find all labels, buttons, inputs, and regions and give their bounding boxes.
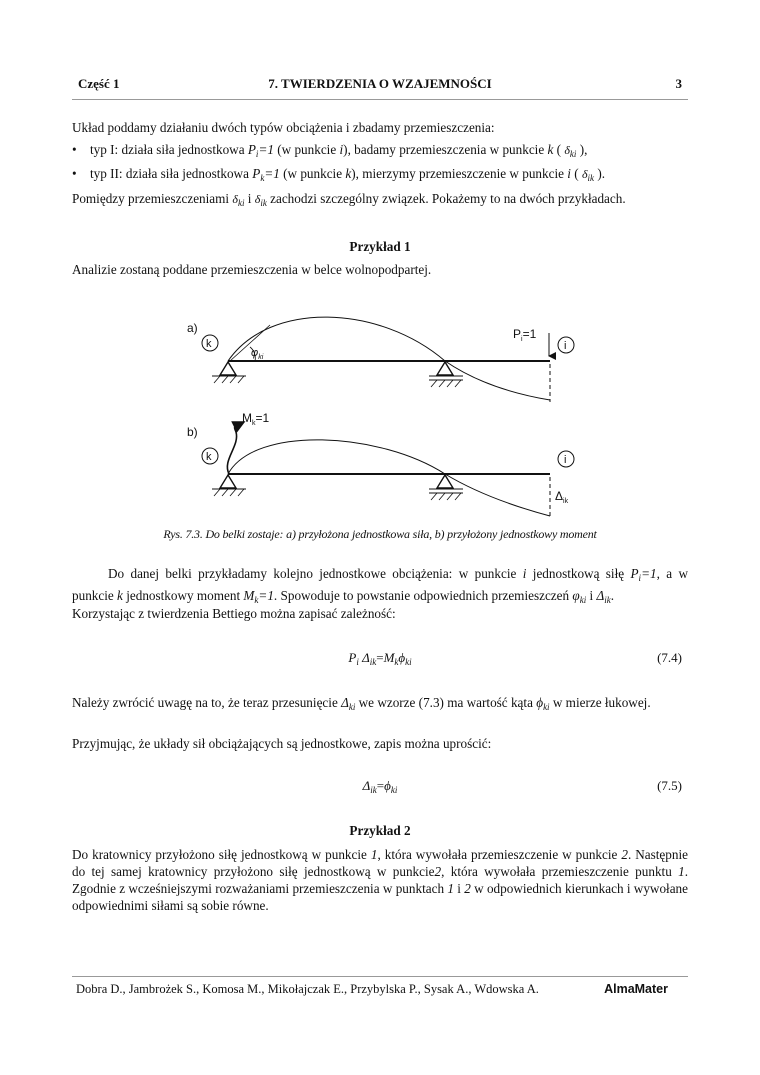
figure-a-label: a): [187, 321, 198, 335]
delta-label: $\Delta_{ik}$: [555, 489, 569, 505]
header-chapter-title: 7. TWIERDZENIA O WZAJEMNOŚCI: [268, 76, 492, 91]
page-number: 3: [675, 76, 682, 91]
example-1-title: Przykład 1: [349, 239, 411, 254]
bullet-marker: •: [72, 166, 77, 181]
moment-label: $M_k=1$: [242, 411, 270, 427]
svg-text:i: i: [564, 454, 567, 466]
example-1-text: Analizie zostaną poddane przemieszczenia w belce wolnopodpartej.: [72, 262, 432, 277]
force-label: $P_i=1$: [513, 327, 537, 343]
deflection-curve-b: [228, 440, 550, 516]
roller-support-a-right: [429, 362, 463, 387]
deflection-curve-a: [228, 317, 550, 400]
example-2-text: Do kratownicy przyłożono siłę jednostkową w punkcie 1, która wywołała przemieszczenie w punkcie 2. Następnie do tej samej kratownicy przyłożono siłę jednostkową w punkcie2, która wywołała przemieszczenie punktu 1. Zgodnie z wcześniejszymi rozważaniami przemieszczenia w punktach 1 i 2 w odpowiednich kierunkach i wywołane odpowiednimi siłami są sobie równe.: [72, 847, 689, 913]
roller-support-b-right: [429, 475, 463, 500]
footer-brand: AlmaMater: [604, 982, 668, 996]
pin-support-b-left: [212, 475, 246, 496]
svg-text:k: k: [206, 338, 212, 350]
simplification-paragraph: Przyjmując, że układy sił obciążających są jednostkowe, zapis można uprościć:: [72, 736, 492, 751]
node-i-a: [558, 337, 574, 353]
equation-number: (7.4): [657, 650, 682, 665]
bullet-marker: •: [72, 142, 77, 157]
phi-label: $\varphi_{ki}$: [251, 347, 264, 361]
note-paragraph: Należy zwrócić uwagę na to, że teraz przesunięcie $\Delta_{ki}$ we wzorze (7.3) ma wartość kąta $\phi_{ki}$ w mierze łukowej.: [72, 695, 651, 712]
footer-rule: [72, 976, 688, 977]
node-i-b: [558, 451, 574, 467]
moment-arrow: [227, 422, 244, 474]
svg-text:i: i: [564, 340, 567, 352]
intro-paragraph: Układ poddamy działaniu dwóch typów obciążenia i zbadamy przemieszczenia:: [72, 120, 495, 135]
figure-caption: Rys. 7.3. Do belki zostaje: a) przyłożona jednostkowa siła, b) przyłożony jednostkowy moment: [163, 527, 597, 541]
bullet-type-2: typ II: działa siła jednostkowa $P_k=1$ (w punkcie k), mierzymy przemieszczenie w punkcie i ( $\delta_{ik}$ ).: [90, 166, 606, 183]
bullet-type-1: typ I: działa siła jednostkowa $P_i=1$ (w punkcie i), badamy przemieszczenia w punkcie k ( $\delta_{ki}$ ),: [90, 142, 588, 159]
tangent-line-a: [230, 325, 270, 361]
pin-support-a-left: [212, 362, 246, 383]
example-2-title: Przykład 2: [349, 823, 411, 838]
node-k-a: [202, 335, 218, 351]
document-page: Część 1 7. TWIERDZENIA O WZAJEMNOŚCI 3 Układ poddamy działaniu dwóch typów obciążenia i zbadamy przemieszczenia: • typ I: działa siła jednostkowa $P_i=1$ (w punkcie i), badamy przemieszczenia w punkcie k ( $\delta_{ki}$ ), • typ II: działa siła jednostkowa $P_k=1$ (w punkcie k), mierzymy przemieszczenie w punkcie i ( $\delta_{ik}$ ). Pomiędzy przemieszczeniami $\delta_{ki}$ i $\delta_{ik}$ zachodzi szczególny związek. Pokażemy to na dwóch przykładach. Przykład 1 Analizie zostaną poddane przemieszczenia w belce wolnopodpartej. a) k $\varphi_{ki}$ $P_i=1$ i b) $M_k=1$ k i $\Delta_{ik}$ Rys. 7.3. Do belki zostaje: a) przyłożona jednostkowa siła, b) przyłożony jednostkowy moment Do danej belki przykładamy kolejno jednostkowe obciążenia: w punkcie i jednostkową siłę $P_i=1$, a w punkcie k jednostkowy moment $M_k=1$. Spowoduje to powstanie odpowiednich przemieszczeń $\varphi_{ki}$ i $\Delta_{ik}$. Korzystając z twierdzenia Bettiego można zapisać zależność: $P_i$ $\Delta_{ik}=M_k\phi_{ki}$ (7.4) Należy zwrócić uwagę na to, że teraz przesunięcie $\Delta_{ki}$ we wzorze (7.3) ma wartość kąta $\phi_{ki}$ w mierze łukowej. Przyjmując, że układy sił obciążających są jednostkowe, zapis można uprościć: $\Delta_{ik}=\phi_{ki}$ (7.5) Przykład 2 Do kratownicy przyłożono siłę jednostkową w punkcie 1, która wywołała przemieszczenie w punkcie 2. Następnie do tej samej kratownicy przyłożono siłę jednostkową w punkcie2, która wywołała przemieszczenie punktu 1. Zgodnie z wcześniejszymi rozważaniami przemieszczenia w punktach 1 i 2 w odpowiednich kierunkach i wywołane odpowiednimi siłami są sobie równe. Dobra D., Jambrożek S., Komosa M., Mikołajczak E., Przybylska P., Sysak A., Wdowska A. AlmaMater: [0, 0, 760, 1075]
betti-paragraph: Korzystając z twierdzenia Bettiego można zapisać zależność:: [72, 606, 396, 621]
relation-paragraph: Pomiędzy przemieszczeniami $\delta_{ki}$ i $\delta_{ik}$ zachodzi szczególny związek. Pokażemy to na dwóch przykładach.: [72, 191, 626, 208]
footer-authors: Dobra D., Jambrożek S., Komosa M., Mikołajczak E., Przybylska P., Sysak A., Wdowska A.: [76, 982, 539, 996]
equation-number: (7.5): [657, 778, 682, 793]
header-part: Część 1: [78, 76, 120, 91]
svg-text:k: k: [206, 451, 212, 463]
figure-b-label: b): [187, 425, 198, 439]
loading-paragraph: Do danej belki przykładamy kolejno jednostkowe obciążenia: w punkcie i jednostkową siłę $P_i=1$, a w punkcie k jednostkowy moment $M_k=1$. Spowoduje to powstanie odpowiednich przemieszczeń $\varphi_{ki}$ i $\Delta_{ik}$.: [72, 566, 688, 605]
node-k-b: [202, 448, 218, 464]
